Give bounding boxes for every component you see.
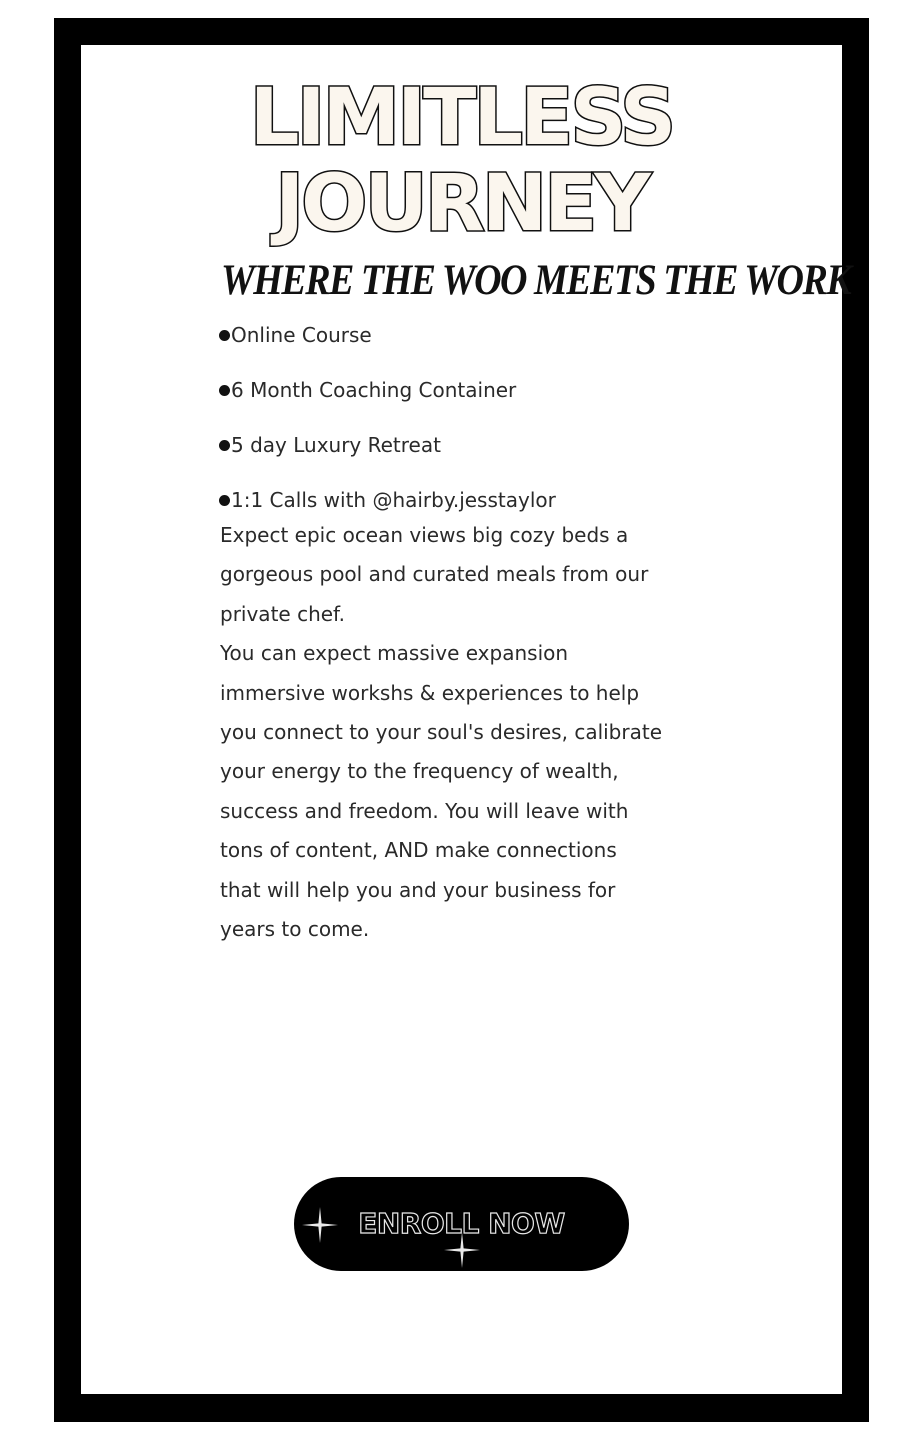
feature-label: 1:1 Calls with @hairby.jesstaylor <box>231 488 556 512</box>
bullet-dot-icon <box>219 495 230 506</box>
description-paragraph: Expect epic ocean views big cozy beds a gorgeous pool and curated meals from our private chef. <box>220 523 649 626</box>
title-line-2: JOURNEY <box>275 159 648 249</box>
page-frame <box>54 18 869 1422</box>
bullet-dot-icon <box>219 440 230 451</box>
content-panel <box>81 45 851 1394</box>
enroll-now-label: ENROLL NOW <box>358 1207 565 1240</box>
description-paragraph: You can expect massive expansion immersive workshs & experiences to help you connect to your soul's desires, calibrate your energy to the frequency of wealth, success and freedom. You will leave with tons of content, AND make connections that will help you and your business for years to come. <box>220 641 663 942</box>
bullet-dot-icon <box>219 330 230 341</box>
feature-item <box>219 375 556 430</box>
feature-list <box>219 320 556 540</box>
feature-item <box>219 320 556 375</box>
enroll-now-button[interactable] <box>294 1177 629 1271</box>
bullet-dot-icon <box>219 385 230 396</box>
feature-item <box>219 430 556 485</box>
feature-label: Online Course <box>231 323 372 347</box>
title-line-1: LIMITLESS <box>249 73 674 163</box>
feature-label: 5 day Luxury Retreat <box>231 433 441 457</box>
description <box>220 516 720 949</box>
tagline: WHERE THE WOO MEETS THE WORK <box>221 256 851 305</box>
feature-label: 6 Month Coaching Container <box>231 378 517 402</box>
